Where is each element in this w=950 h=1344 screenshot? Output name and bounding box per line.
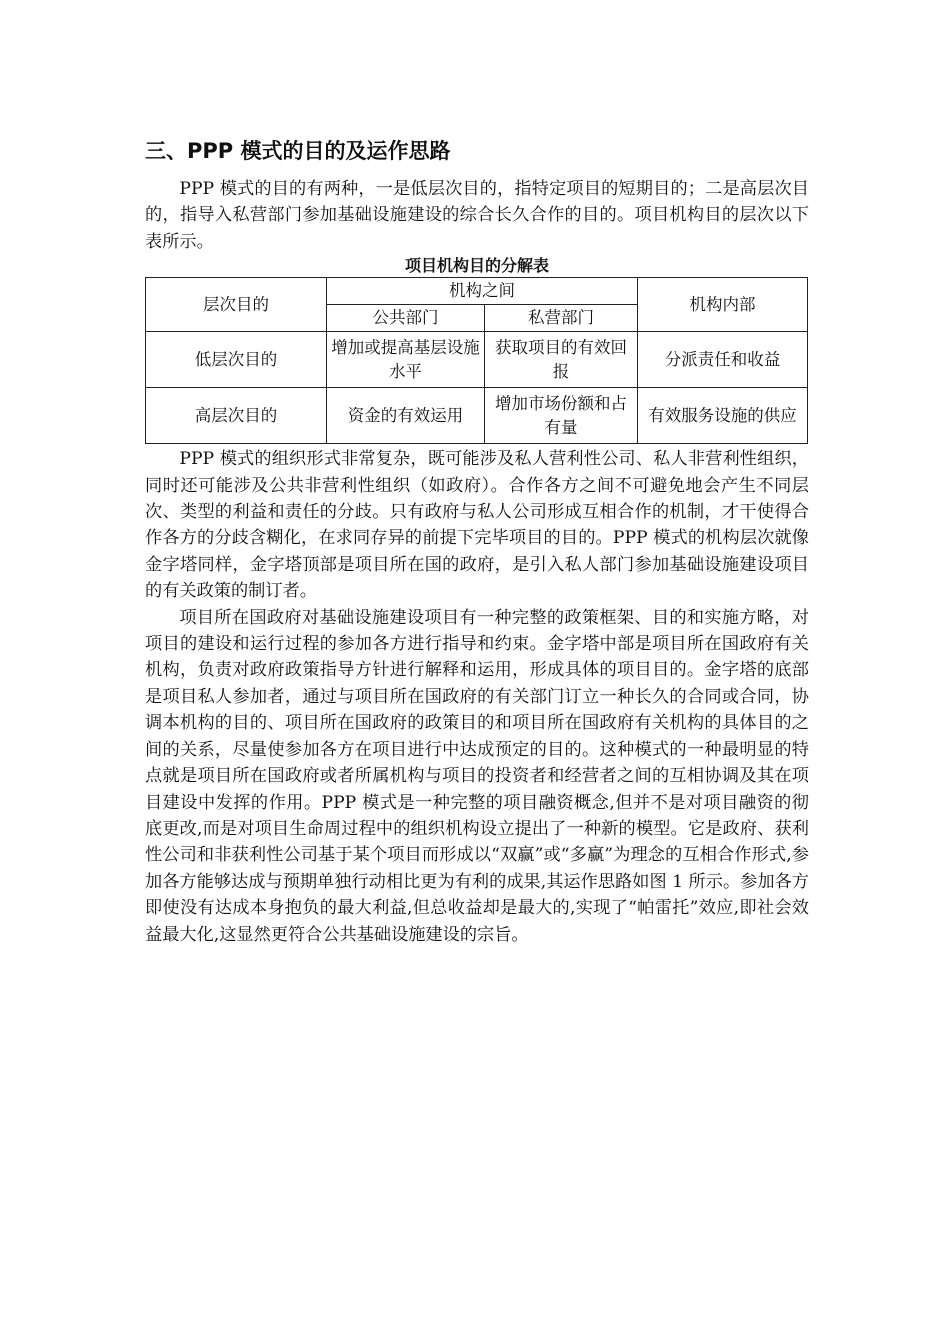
header-level: 层次目的 xyxy=(146,278,327,332)
row-public: 增加或提高基层设施水平 xyxy=(327,332,485,388)
header-internal: 机构内部 xyxy=(638,278,808,332)
document-page xyxy=(145,136,809,948)
row-private: 增加市场份额和占有量 xyxy=(485,388,638,444)
header-between-orgs: 机构之间 xyxy=(327,278,638,305)
body-paragraph: 项目所在国政府对基础设施建设项目有一种完整的政策框架、目的和实施方略，对项目的建设和运行过程的参加各方进行指导和约束。金字塔中部是项目所在国政府有关机构，负责对政府政策指导方针进行解释和运用，形成具体的项目目的。金字塔的底部是项目私人参加者，通过与项目所在国政府的有关部门订立一种长久的合同或合同，协调本机构的目的、项目所在国政府的政策目的和项目所在国政府有关机构的具体目的之间的关系，尽量使参加各方在项目进行中达成预定的目的。这种模式的一种最明显的特点就是项目所在国政府或者所属机构与项目的投资者和经营者之间的互相协调及其在项目建设中发挥的作用。PPP 模式是一种完整的项目融资概念,但并不是对项目融资的彻底更改,而是对项目生命周过程中的组织机构设立提出了一种新的模型。它是政府、获利性公司和非获利性公司基于某个项目而形成以“双赢”或“多赢”为理念的互相合作形式,参加各方能够达成与预期单独行动相比更为有利的成果,其运作思路如图 1 所示。参加各方即使没有达成本身抱负的最大利益,但总收益却是最大的,实现了“帕雷托”效应,即社会效益最大化,这显然更符合公共基础设施建设的宗旨。 xyxy=(145,607,809,945)
row-internal: 有效服务设施的供应 xyxy=(638,388,808,444)
table-row xyxy=(146,332,808,388)
table-row xyxy=(146,388,808,444)
objective-breakdown-table xyxy=(145,277,808,444)
header-private-sector: 私营部门 xyxy=(485,305,638,332)
row-public: 资金的有效运用 xyxy=(327,388,485,444)
row-level: 高层次目的 xyxy=(146,388,327,444)
body-paragraph: PPP 模式的组织形式非常复杂，既可能涉及私人营利性公司、私人非营利性组织，同时还可能涉及公共非营利性组织（如政府）。合作各方之间不可避免地会产生不同层次、类型的利益和责任的分歧。只有政府与私人公司形成互相合作的机制，才干使得合作各方的分歧含糊化，在求同存异的前提下完毕项目的目的。PPP 模式的机构层次就像金字塔同样，金字塔顶部是项目所在国的政府，是引入私人部门参加基础设施建设项目的有关政策的制订者。 xyxy=(145,449,809,602)
row-private: 获取项目的有效回报 xyxy=(485,332,638,388)
header-public-sector: 公共部门 xyxy=(327,305,485,332)
row-level: 低层次目的 xyxy=(146,332,327,388)
row-internal: 分派责任和收益 xyxy=(638,332,808,388)
section-heading: 三、PPP 模式的目的及运作思路 xyxy=(145,139,451,163)
table-header-row xyxy=(146,278,808,305)
table-caption: 项目机构目的分解表 xyxy=(404,256,549,276)
intro-paragraph: PPP 模式的目的有两种，一是低层次目的，指特定项目的短期目的；二是高层次目的，指导入私营部门参加基础设施建设的综合长久合作的目的。项目机构目的层次以下表所示。 xyxy=(145,179,809,252)
